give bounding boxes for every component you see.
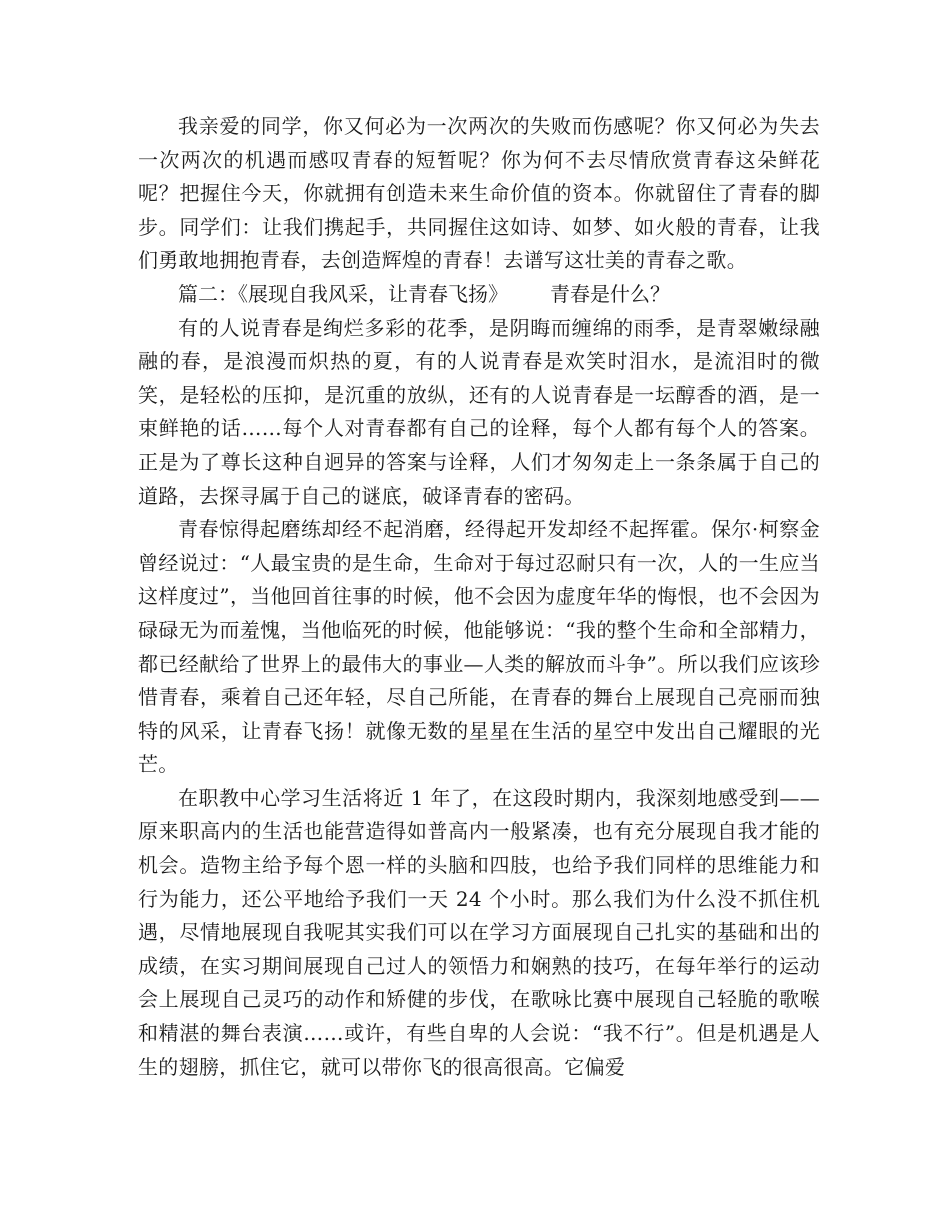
paragraph-3: 青春惊得起磨练却经不起消磨，经得起开发却经不起挥霍。保尔·柯察金曾经说过：“人最宝贵的是生命，生命对于每过忍耐只有一次，人的一生应当这样度过”，当他回首往事的时候，他不会因为虚度年华的悔恨，也不会因为碌碌无为而羞愧，当他临死的时候，他能够说：“我的整个生命和全部精力，都已经献给了世界上的最伟大的事业—人类的解放而斗争”。所以我们应该珍惜青春，乘着自己还年轻，尽自己所能，在青春的舞台上展现自己亮丽而独特的风采，让青春飞扬！就像无数的星星在生活的星空中发出自己耀眼的光芒。 (138, 517, 820, 777)
paragraph-1: 我亲爱的同学，你又何必为一次两次的失败而伤感呢？你又何必为失去一次两次的机遇而感叹青春的短暂呢？你为何不去尽情欣赏青春这朵鲜花呢？把握住今天，你就拥有创造未来生命价值的资本。你就留住了青春的脚步。同学们：让我们携起手，共同握住这如诗、如梦、如火般的青春，让我们勇敢地拥抱青春，去创造辉煌的青春！去谱写这壮美的青春之歌。 (138, 114, 820, 273)
paragraph-2: 有的人说青春是绚烂多彩的花季，是阴晦而缠绵的雨季，是青翠嫩绿融融的春，是浪漫而炽热的夏，有的人说青春是欢笑时泪水，是流泪时的微笑，是轻松的压抑，是沉重的放纵，还有的人说青春是一坛醇香的酒，是一束鲜艳的话……每个人对青春都有自己的诠释，每个人都有每个人的答案。正是为了尊长这种自迥异的答案与诠释，人们才匆匆走上一条条属于自己的道路，去探寻属于自己的谜底，破译青春的密码。 (138, 315, 820, 508)
section-heading (138, 278, 820, 312)
section-title: 篇二：《展现自我风采，让青春飞扬》 (178, 281, 508, 306)
paragraph-4: 在职教中心学习生活将近 1 年了，在这段时期内，我深刻地感受到——原来职高内的生活也能营造得如普高内一般紧凑，也有充分展现自我才能的机会。造物主给予每个恩一样的头脑和四肢，也给予我们同样的思维能力和行为能力，还公平地给予我们一天 24 个小时。那么我们为什么没不抓住机遇，尽情地展现自我呢其实我们可以在学习方面展现自己扎实的基础和出的成绩，在实习期间展现自己过人的领悟力和娴熟的技巧，在每年举行的运动会上展现自己灵巧的动作和矫健的步伐，在歌咏比赛中展现自己轻脆的歌喉和精湛的舞台表演……或许，有些自卑的人会说：“我不行”。但是机遇是人生的翅膀，抓住它，就可以带你飞的很高很高。它偏爱 (138, 785, 820, 1079)
section-question: 青春是什么？ (550, 281, 670, 306)
document-body (138, 110, 820, 1084)
